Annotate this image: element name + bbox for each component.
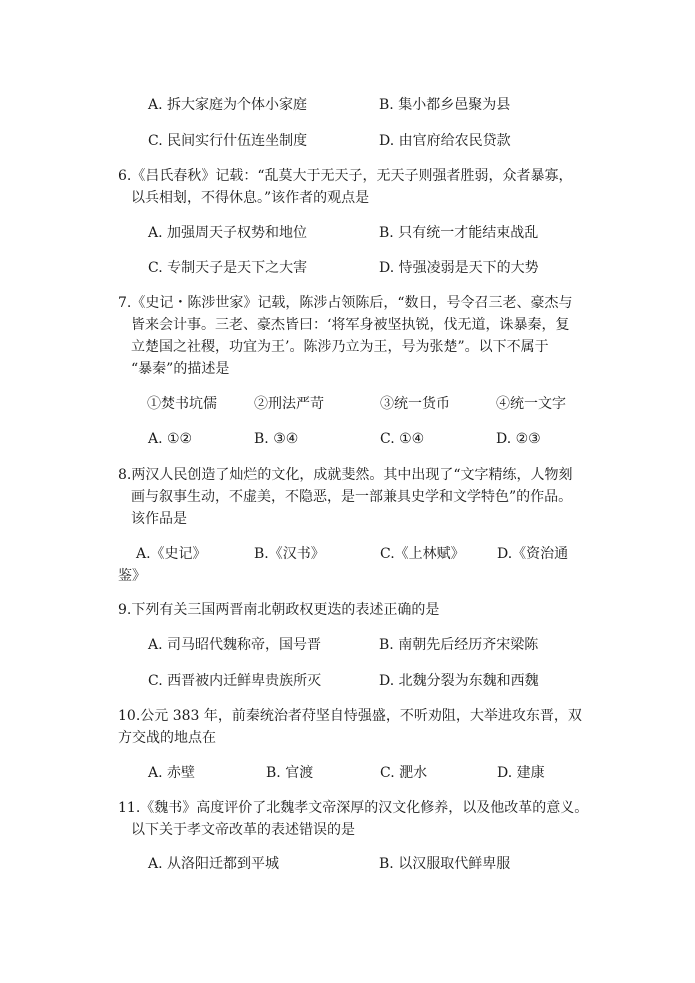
q5-option-a: A. 拆大家庭为个体小家庭 xyxy=(148,97,308,113)
q7-option-c: C. ①④ xyxy=(380,431,425,447)
q7-stem-line-1: 7.《史记・陈涉世家》记载，陈涉占领陈后，“数日，号令召三老、豪杰与 xyxy=(118,295,573,311)
q10-option-b: B. 官渡 xyxy=(266,765,314,781)
q11-stem-line-2: 以下关于孝文帝改革的表述错误的是 xyxy=(131,822,355,838)
q8-stem-line-2: 画与叙事生动，不虚美，不隐恶，是一部兼具史学和文学特色”的作品。 xyxy=(131,489,573,505)
q8-option-a: A.《史记》 xyxy=(136,546,207,562)
q6-stem-line-2: 以兵相刬，不得休息。”该作者的观点是 xyxy=(131,190,370,206)
q7-option-d: D. ②③ xyxy=(496,431,541,447)
q8-stem-line-3: 该作品是 xyxy=(131,511,187,527)
q11-option-b: B. 以汉服取代鲜卑服 xyxy=(379,856,511,872)
q6-option-b: B. 只有统一才能结束战乱 xyxy=(379,225,539,241)
q5-option-d: D. 由官府给农民贷款 xyxy=(379,133,511,149)
q7-item-3: ③统一货币 xyxy=(380,396,450,412)
q6-stem-line-1: 6.《吕氏春秋》记载：“乱莫大于无天子，无天子则强者胜弱，众者暴寡， xyxy=(118,168,573,184)
q8-option-d-wrap: 鉴》 xyxy=(118,568,146,584)
q10-option-a: A. 赤壁 xyxy=(148,765,196,781)
q8-option-d: D.《资治通 xyxy=(497,546,569,562)
q10-option-d: D. 建康 xyxy=(497,765,545,781)
q8-option-c: C.《上林赋》 xyxy=(380,546,465,562)
q10-stem-line-1: 10.公元 383 年，前秦统治者苻坚自恃强盛，不听劝阻，大举进攻东晋，双 xyxy=(118,708,582,724)
q11-option-a: A. 从洛阳迁都到平城 xyxy=(148,856,280,872)
q7-stem-line-4: “暴秦”的描述是 xyxy=(131,361,230,377)
q9-option-b: B. 南朝先后经历齐宋梁陈 xyxy=(379,637,539,653)
q5-option-c: C. 民间实行什伍连坐制度 xyxy=(148,133,308,149)
q10-stem-line-2: 方交战的地点在 xyxy=(118,730,216,746)
q7-item-4: ④统一文字 xyxy=(496,396,566,412)
q9-option-d: D. 北魏分裂为东魏和西魏 xyxy=(379,673,539,689)
q11-stem-line-1: 11.《魏书》高度评价了北魏孝文帝深厚的汉文化修养，以及他改革的意义。 xyxy=(118,800,589,816)
q7-option-a: A. ①② xyxy=(148,431,193,447)
q7-option-b: B. ③④ xyxy=(254,431,299,447)
q7-stem-line-2: 皆来会计事。三老、豪杰皆曰：‘将军身被坚执锐，伐无道，诛暴秦，复 xyxy=(131,317,570,333)
q6-option-a: A. 加强周天子权势和地位 xyxy=(148,225,308,241)
q8-stem-line-1: 8.两汉人民创造了灿烂的文化，成就斐然。其中出现了“文字精练，人物刻 xyxy=(118,467,573,483)
q8-option-b: B.《汉书》 xyxy=(254,546,325,562)
q7-item-2: ②刑法严苛 xyxy=(254,396,324,412)
q9-stem-line-1: 9.下列有关三国两晋南北朝政权更迭的表述正确的是 xyxy=(118,602,440,618)
q10-option-c: C. 淝水 xyxy=(380,765,428,781)
q5-option-b: B. 集小都乡邑聚为县 xyxy=(379,97,511,113)
q6-option-c: C. 专制天子是天下之大害 xyxy=(148,260,308,276)
q7-item-1: ①焚书坑儒 xyxy=(147,396,217,412)
q6-option-d: D. 恃强凌弱是天下的大势 xyxy=(379,260,539,276)
q9-option-a: A. 司马昭代魏称帝，国号晋 xyxy=(148,637,322,653)
q9-option-c: C. 西晋被内迁鲜卑贵族所灭 xyxy=(148,673,322,689)
q7-stem-line-3: 立楚国之社稷，功宜为王’。陈涉乃立为王，号为张楚”。以下不属于 xyxy=(131,339,549,355)
